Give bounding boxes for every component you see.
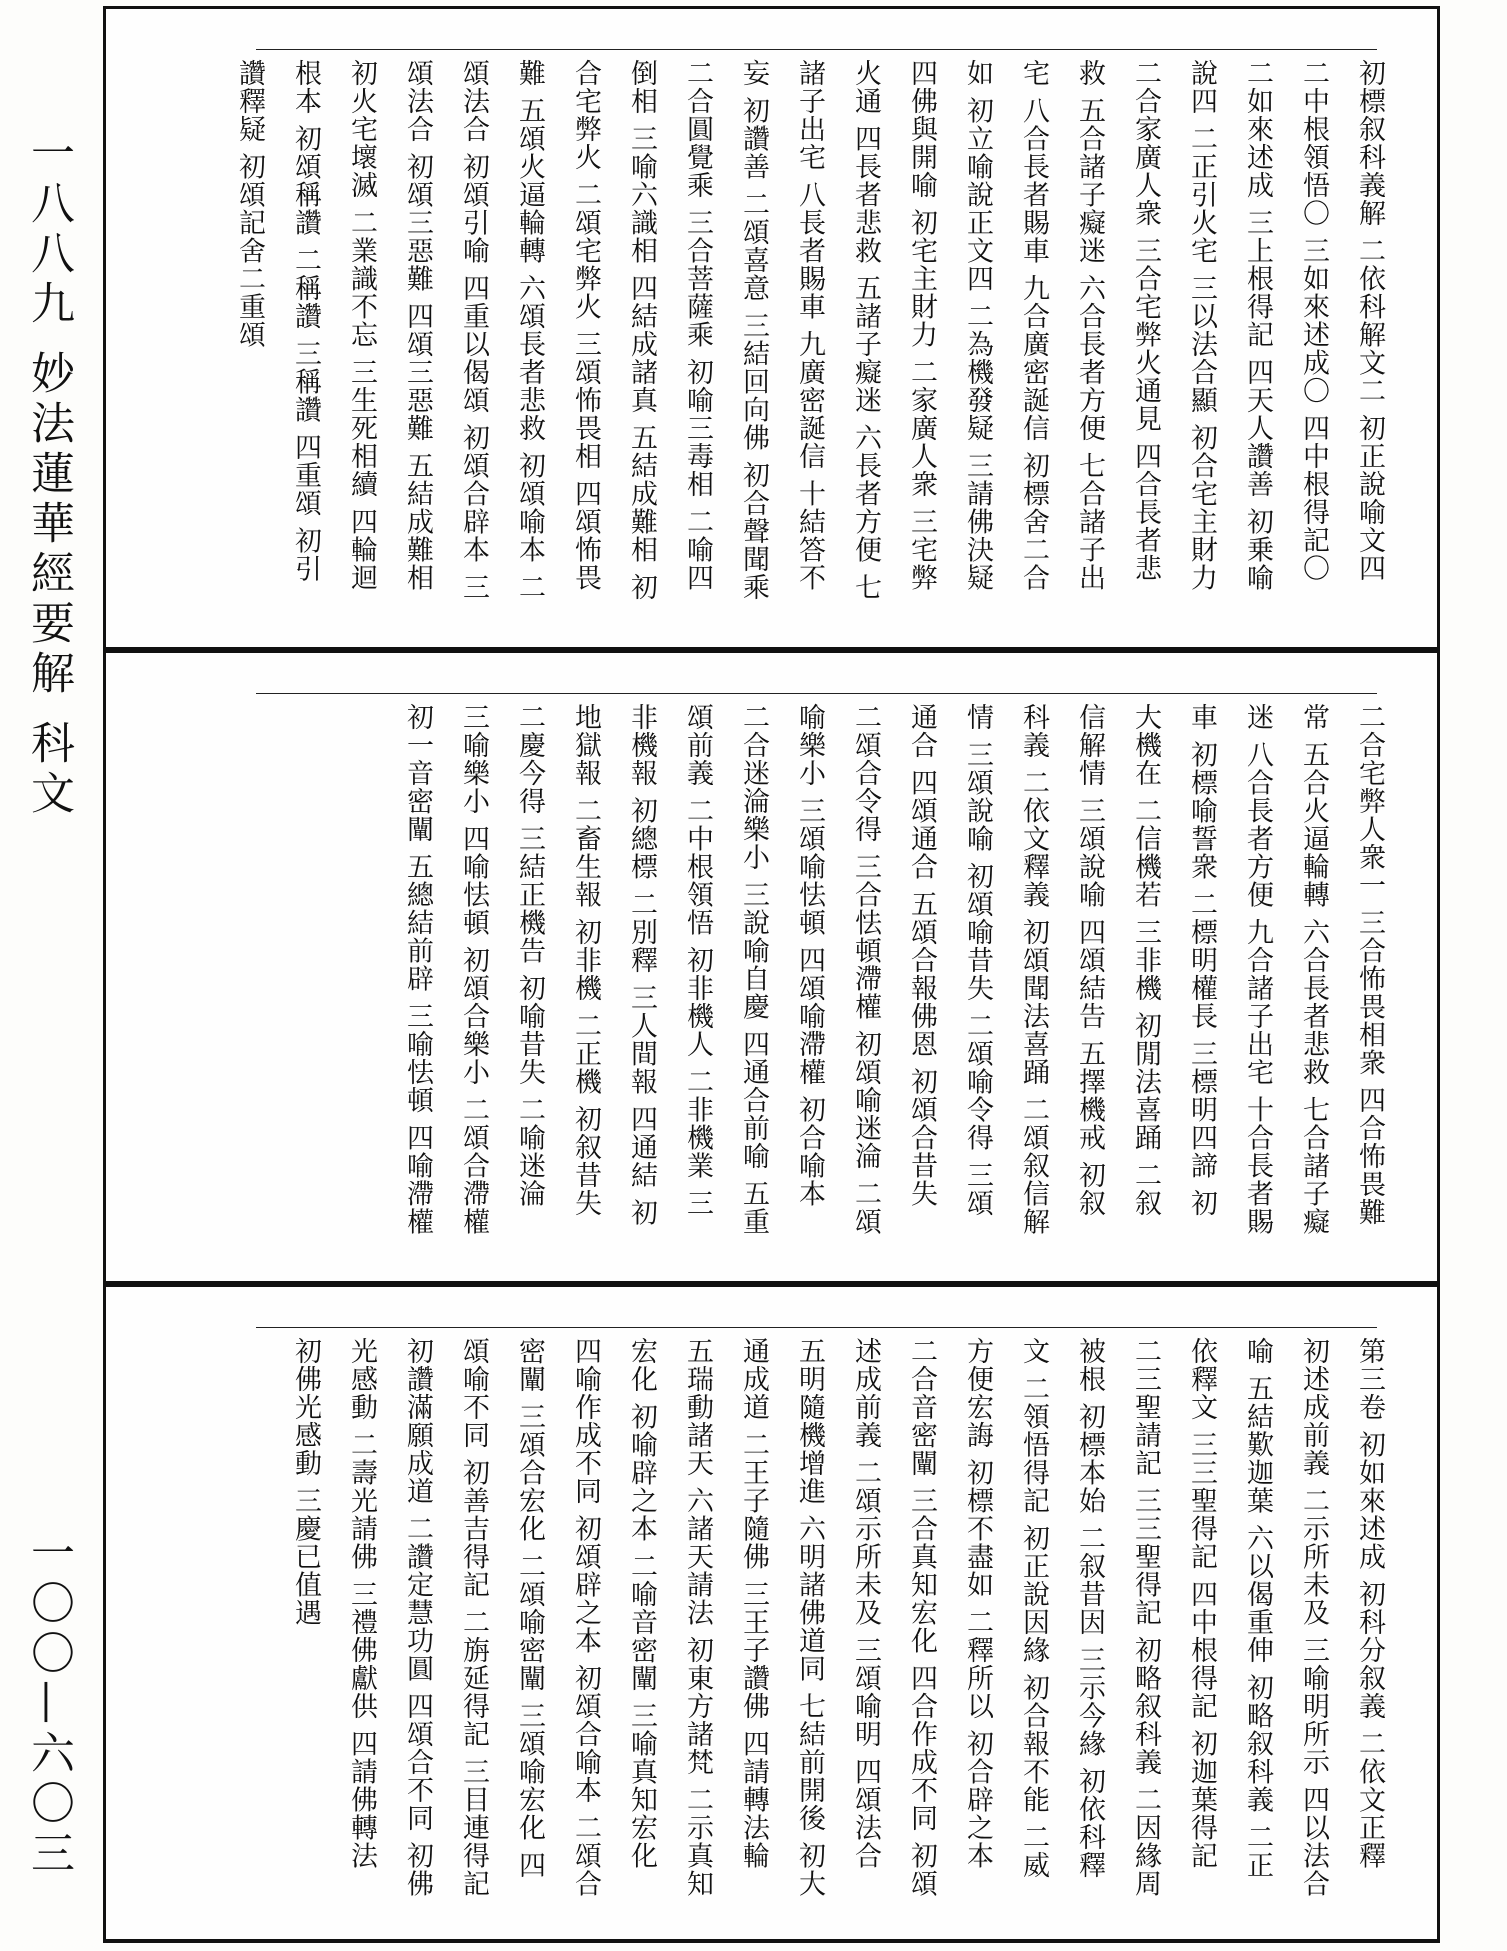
outline-panel-upper	[103, 6, 1440, 650]
outline-text-middle: 二合宅弊人衆一 三合怖畏相衆 四合怖畏難常 五合火逼輪轉 六合長者悲救 七合諸子癡迷 八合長者方便 九合諸子出宅 十合長者賜車 初標喻誓衆 二標明權長 三標明四諦 初大機在 二信機若 三非機 初閒法喜踊 二叙信解情 三頌說喻 四頌結告 五擇機戒 初叙科義 二依文釋義 初頌聞法喜踊 二頌叙信解情 三頌說喻 初頌喻昔失 二頌喻令得 三頌通合 四頌通合 五頌合報佛恩 初頌合昔失 二頌合令得 三合怯頓滯權 初頌喻迷淪 二頌喻樂小 三頌喻怯頓 四頌喻滯權 初合喻本 二合迷淪樂小 三說喻自慶 四通合前喻 五重頌前義 二中根領悟 初非機人 二非機業 三非機報 初總標 二別釋 三人間報 四通結 初地獄報 二畜生報 初非機 二正機 初叙昔失 二慶今得 三結正機告 初喻昔失 二喻迷淪 三喻樂小 四喻怯頓 初頌合樂小 二頌合滯權 初一音密闡 五總結前辟 三喻怯頓 四喻滯權	[402, 703, 1385, 1236]
margin-book-reference: 一八八九 妙法蓮華經要解 科文	[23, 130, 74, 820]
margin-page-reference: 一〇〇—六〇三	[23, 1530, 74, 1880]
bracket-rule	[256, 693, 1377, 694]
outline-text-upper: 初標叙科義解 二依科解文二 初正說喻文四 二中根領悟〇 三如來述成〇 四中根得記〇 二如來述成 三上根得記 四天人讚善 初乗喻說四 二正引火宅 三以法合顯 初合宅主財力 二合家廣人衆 三合宅弊火通見 四合長者悲救 五合諸子癡迷 六合長者方便 七合諸子出宅 八合長者賜車 九合廣密誕信 初標舍二合如 初立喻說正文四 二為機發疑 三請佛決疑 四佛與開喻 初宅主財力 二家廣人衆 三宅弊火通 四長者悲救 五諸子癡迷 六長者方便 七諸子出宅 八長者賜車 九廣密誕信 十結答不妄 初讚善 二頌喜意 三結回向佛 初合聲聞乘 二合圓覺乘 三合菩薩乘 初喻三毒相 二喻四倒相 三喻六識相 四結成諸真 五結成難相 初合宅弊火 二頌宅弊火 三頌怖畏相 四頌怖畏難 五頌火逼輪轉 六頌長者悲救 初頌喻本 二頌法合 初頌引喻 四重以偈頌 初頌合辟本 三頌法合 初頌三惡難 四頌三惡難 五結成難相 初火宅壞滅 二業識不忘 三生死相續 四輪迴根本 初頌稱讚 二稱讚 三稱讚 四重頌 初引讚釋疑 初頌記舍二重頌	[234, 59, 1385, 602]
outline-text-lower: 第三卷 初如來述成 初科分叙義 二依文正釋 初述成前義 二示所未及 三喻明所示 四以法合喻 五結歎迦葉 六以偈重伸 初略叙科義 二正依釋文 三三聖得記 四中根得記 初迦葉得記 二三聖請記 三三聖得記 初略叙科義 二因緣周被根 初標本始 二叙昔因 三示今緣 初依科釋文 二領悟得記 初正說因緣 初合報不能 二威方便宏誨 初標不盡如 二釋所以 初合辟之本 二合音密闡 三合真知宏化 四合作成不同 初頌述成前義 二頌示所未及 三頌喻明 四頌法合 五明隨機增進 六明諸佛道同 七結前開後 初大通成道 二王子隨佛 三王子讚佛 四請轉法輪 五瑞動諸天 六諸天請法 初東方諸梵 二示真知宏化 初喻辟之本 二喻音密闡 三喻真知宏化 四喻作成不同 初頌辟之本 初頌合喻本 二頌合密闡 三頌合宏化 二頌喻密闡 三頌喻宏化 四頌喻不同 初善吉得記 二旃延得記 三目連得記 初讚滿願成道 二讚定慧功圓 四頌合不同 初佛光感動 二壽光請佛 三禮佛獻供 四請佛轉法 初佛光感動 三慶已值遇	[290, 1337, 1385, 1898]
outline-panel-middle	[103, 650, 1440, 1284]
outline-panel-lower	[103, 1284, 1440, 1943]
bracket-rule	[256, 49, 1377, 50]
bracket-rule	[256, 1327, 1377, 1328]
